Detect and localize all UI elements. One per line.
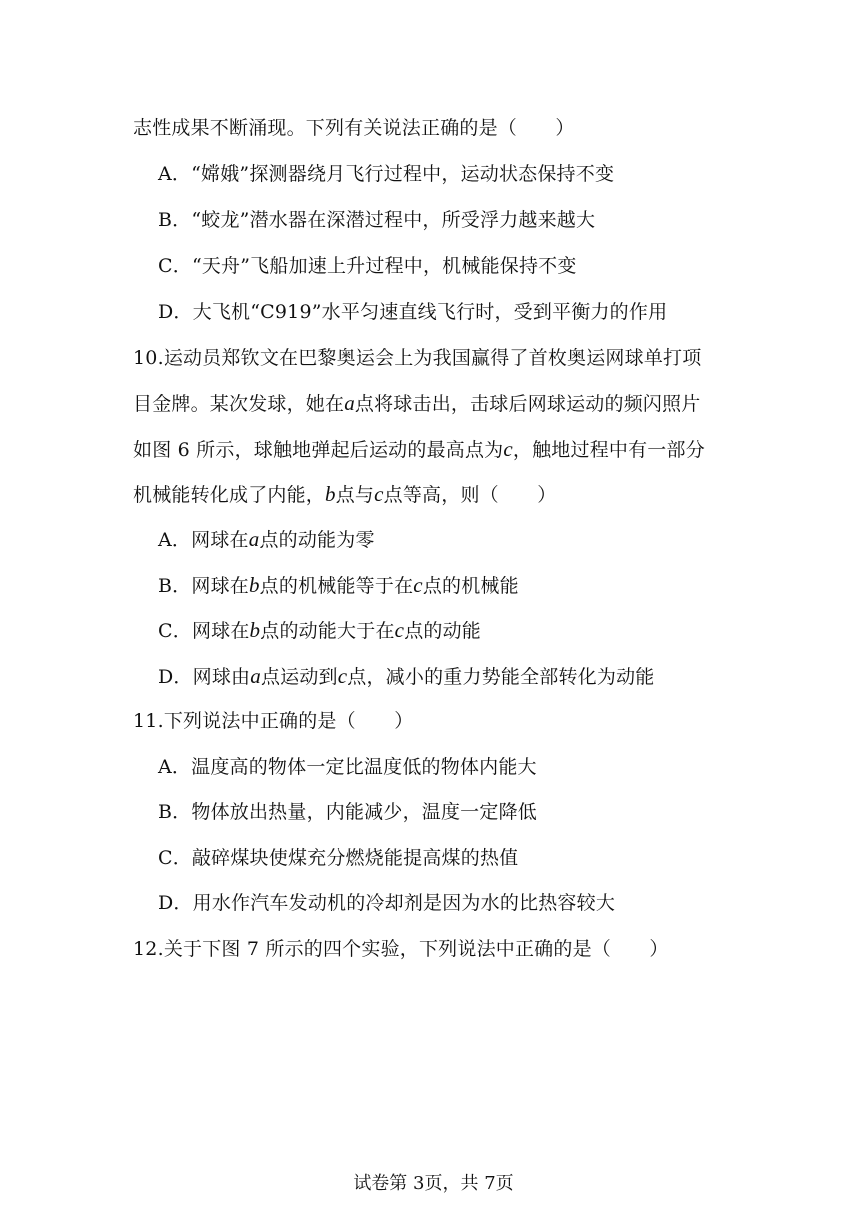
var-b: b	[325, 482, 336, 506]
q12-stem: 12.关于下图 7 所示的四个实验，下列说法中正确的是（ ）	[133, 938, 669, 960]
q9-option-b: B．“蛟龙”潜水器在深潜过程中，所受浮力越来越大	[158, 209, 596, 231]
q10-stem-line3: 如图 6 所示，球触地弹起后运动的最高点为c，触地过程中有一部分	[133, 437, 705, 461]
q10-stem-line4: 机械能转化成了内能，b点与c点等高，则（ ）	[133, 482, 557, 506]
q11-option-a: A．温度高的物体一定比温度低的物体内能大	[158, 756, 537, 778]
var-c: c	[374, 482, 384, 506]
q11-stem: 11.下列说法中正确的是（ ）	[133, 710, 414, 732]
var-a: a	[344, 391, 355, 415]
var-c: c	[503, 437, 513, 461]
q11-option-d: D．用水作汽车发动机的冷却剂是因为水的比热容较大	[158, 892, 616, 914]
q10-stem-line1: 10.运动员郑钦文在巴黎奥运会上为我国赢得了首枚奥运网球单打项	[133, 347, 702, 369]
q10-option-a: A．网球在a点的动能为零	[158, 527, 375, 551]
q10-option-c: C．网球在b点的动能大于在c点的动能	[158, 618, 481, 642]
q9-option-d: D．大飞机“C919”水平匀速直线飞行时，受到平衡力的作用	[158, 301, 668, 323]
page-footer: 试卷第 3页，共 7页	[353, 1173, 514, 1194]
q10-option-d: D．网球由a点运动到c点，减小的重力势能全部转化为动能	[158, 664, 655, 688]
q9-option-c: C．“天舟”飞船加速上升过程中，机械能保持不变	[158, 255, 577, 277]
q10-stem-line2: 目金牌。某次发球，她在a点将球击出，击球后网球运动的频闪照片	[133, 391, 701, 415]
q10-option-b: B．网球在b点的机械能等于在c点的机械能	[158, 573, 519, 597]
q11-option-b: B．物体放出热量，内能减少，温度一定降低	[158, 801, 537, 823]
q9-option-a: A．“嫦娥”探测器绕月飞行过程中，运动状态保持不变	[158, 163, 615, 185]
q9-stem-tail: 志性成果不断涌现。下列有关说法正确的是（ ）	[133, 117, 575, 139]
q11-option-c: C．敲碎煤块使煤充分燃烧能提高煤的热值	[158, 847, 519, 869]
